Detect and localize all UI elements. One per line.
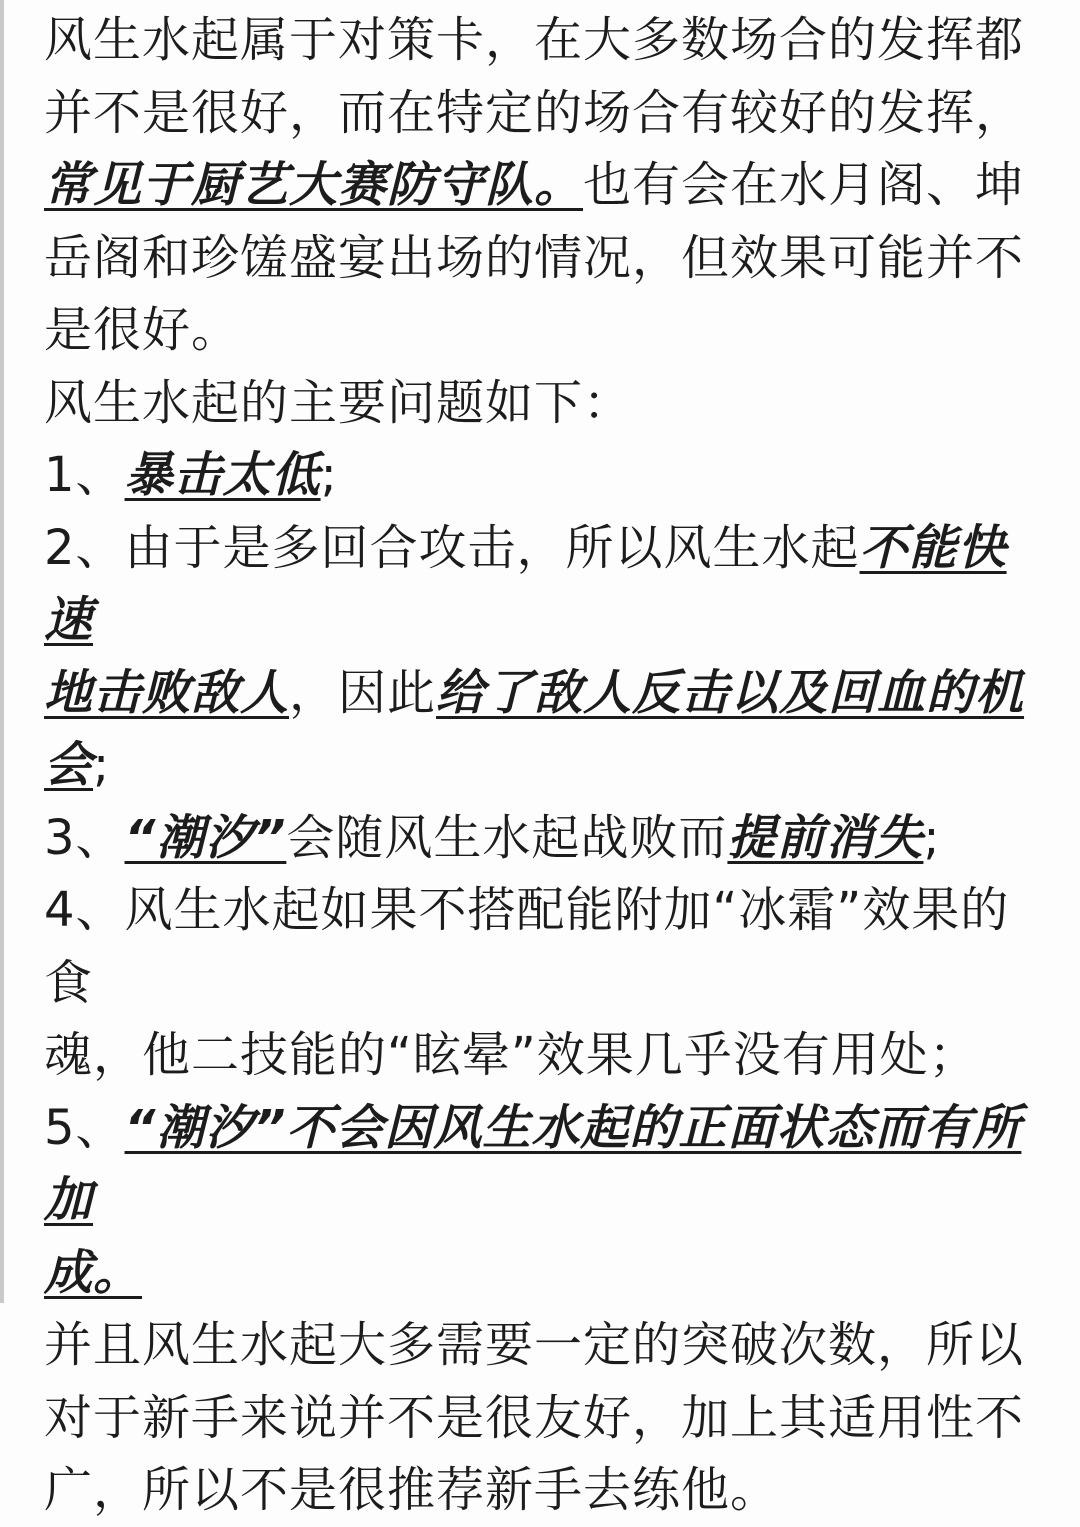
emphasis-text: “潮汐” (124, 809, 287, 866)
text-segment: 1、 (44, 447, 125, 503)
text-segment: 是很好。 (44, 302, 241, 358)
emphasis-text: “潮汐”不会因风生水起的正面状态而有所加 (44, 1099, 1022, 1228)
text-segment: 岳阁和珍馐盛宴出场的情况，但效果可能并不 (44, 229, 1025, 286)
text-segment: 并不是很好，而在特定的场合有较好的发挥， (44, 84, 1025, 141)
text-line (44, 1092, 1050, 1237)
text-segment: 广，所以不是很推荐新手去练他。 (44, 1462, 780, 1518)
text-segment: ; (923, 809, 941, 866)
emphasis-text: 常见于厨艺大赛防守队。 (44, 157, 584, 213)
text-segment: 风生水起的主要问题如下： (44, 374, 633, 431)
text-line (44, 1309, 1050, 1382)
text-line (44, 222, 1050, 295)
text-segment: ; (93, 737, 111, 793)
text-segment: 并且风生水起大多需要一定的突破次数，所以 (44, 1317, 1025, 1373)
emphasis-text: 成。 (44, 1244, 143, 1301)
article-body (44, 4, 1050, 1527)
text-segment: 3、 (44, 809, 125, 866)
text-line (44, 1382, 1050, 1455)
text-segment: 会随风生水起战败而 (286, 809, 728, 866)
text-segment: 风生水起属于对策卡，在大多数场合的发挥都 (44, 12, 1025, 68)
text-line (44, 1237, 1050, 1310)
text-line (44, 1454, 1050, 1527)
text-segment: 对于新手来说并不是很友好，加上其适用性不 (44, 1389, 1025, 1446)
text-line (44, 439, 1050, 512)
emphasis-text: 不能快速 (44, 519, 1007, 648)
text-segment: ，因此 (289, 664, 437, 721)
text-line (44, 149, 1050, 222)
emphasis-text: 给了敌人反击以及回血的机 (436, 664, 1025, 721)
emphasis-text: 提前消失 (727, 809, 924, 866)
text-line (44, 294, 1050, 367)
text-line (44, 802, 1050, 875)
text-segment: 5、 (44, 1099, 125, 1156)
text-line (44, 729, 1050, 802)
text-segment: 魂，他二技能的“眩晕”效果几乎没有用处； (44, 1027, 978, 1083)
text-line (44, 874, 1050, 1019)
text-line (44, 657, 1050, 730)
emphasis-text: 会 (44, 737, 94, 793)
text-segment: ; (320, 447, 338, 503)
text-line (44, 77, 1050, 150)
text-line (44, 1019, 1050, 1092)
emphasis-text: 地击败敌人 (44, 664, 290, 721)
emphasis-text: 暴击太低 (124, 447, 321, 503)
text-segment: 2、由于是多回合攻击，所以风生水起 (44, 519, 860, 576)
text-segment: 也有会在水月阁、坤 (583, 157, 1025, 213)
text-line (44, 367, 1050, 440)
text-line (44, 4, 1050, 77)
text-segment: 4、风生水起如果不搭配能附加“冰霜”效果的食 (44, 882, 1010, 1011)
text-line (44, 512, 1050, 657)
